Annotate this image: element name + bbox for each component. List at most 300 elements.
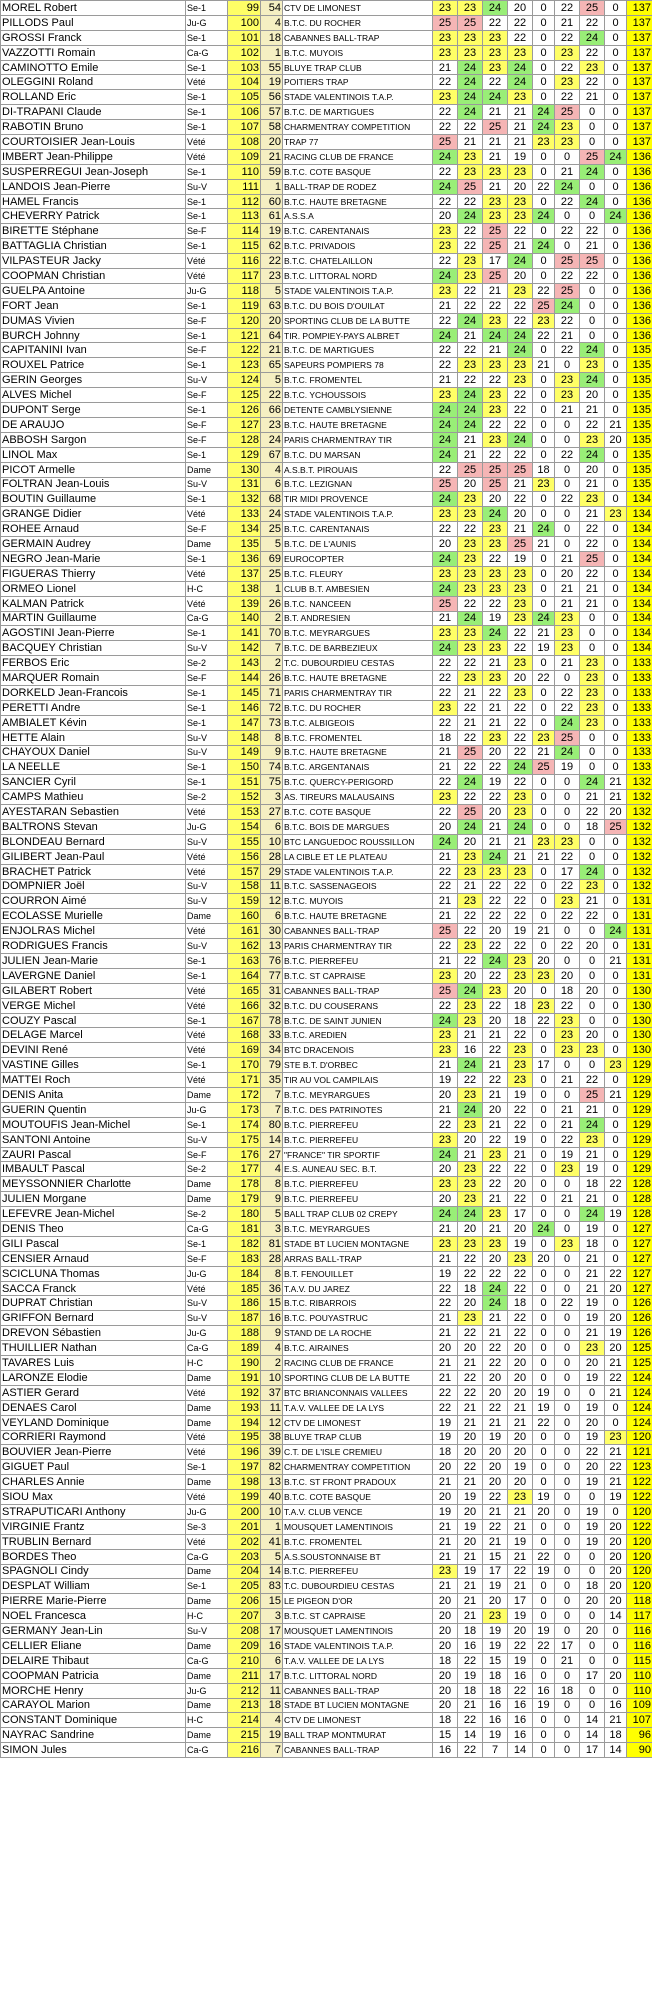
score-5: 0 xyxy=(533,1028,555,1043)
score-6: 22 xyxy=(555,849,580,864)
category: Dame xyxy=(186,1728,228,1743)
table-row xyxy=(1,298,652,313)
total: 127 xyxy=(627,1236,652,1251)
score-1: 23 xyxy=(433,224,458,239)
category-rank: 36 xyxy=(261,1281,283,1296)
score-1: 24 xyxy=(433,447,458,462)
score-8: 0 xyxy=(605,566,627,581)
score-8: 0 xyxy=(605,75,627,90)
score-8: 0 xyxy=(605,745,627,760)
category: Su-V xyxy=(186,641,228,656)
score-1: 22 xyxy=(433,1385,458,1400)
category-rank: 54 xyxy=(261,1,283,16)
score-1: 24 xyxy=(433,403,458,418)
score-5: 20 xyxy=(533,954,555,969)
score-7: 19 xyxy=(580,1534,605,1549)
score-3: 21 xyxy=(483,1192,508,1207)
category: Ju-G xyxy=(186,1102,228,1117)
score-4: 23 xyxy=(508,194,533,209)
score-3: 23 xyxy=(483,537,508,552)
category-rank: 4 xyxy=(261,1713,283,1728)
category-rank: 10 xyxy=(261,1370,283,1385)
category-rank: 67 xyxy=(261,447,283,462)
score-1: 24 xyxy=(433,1147,458,1162)
score-2: 23 xyxy=(458,358,483,373)
category-rank: 41 xyxy=(261,1534,283,1549)
shooter-name: MOUTOUFIS Jean-Michel xyxy=(1,1117,186,1132)
score-5: 0 xyxy=(533,417,555,432)
score-1: 20 xyxy=(433,1192,458,1207)
category-rank: 5 xyxy=(261,373,283,388)
total: 122 xyxy=(627,1519,652,1534)
score-1: 20 xyxy=(433,819,458,834)
score-6: 0 xyxy=(555,1460,580,1475)
shooter-name: COOPMAN Christian xyxy=(1,269,186,284)
score-6: 20 xyxy=(555,968,580,983)
score-3: 22 xyxy=(483,790,508,805)
score-3: 22 xyxy=(483,1341,508,1356)
rank: 131 xyxy=(228,477,261,492)
club: B.T.C. DU ROCHER xyxy=(283,700,433,715)
score-4: 22 xyxy=(508,1326,533,1341)
category-rank: 64 xyxy=(261,328,283,343)
score-5: 0 xyxy=(533,388,555,403)
shooter-name: CORRIERI Raymond xyxy=(1,1430,186,1445)
score-2: 22 xyxy=(458,1326,483,1341)
table-row xyxy=(1,1073,652,1088)
score-3: 22 xyxy=(483,1132,508,1147)
score-5: 0 xyxy=(533,447,555,462)
score-3: 23 xyxy=(483,864,508,879)
shooter-name: DOMPNIER Joël xyxy=(1,879,186,894)
score-3: 22 xyxy=(483,1400,508,1415)
score-5: 0 xyxy=(533,685,555,700)
total: 133 xyxy=(627,715,652,730)
score-6: 21 xyxy=(555,1192,580,1207)
score-3: 22 xyxy=(483,909,508,924)
score-3: 22 xyxy=(483,551,508,566)
club: BALL-TRAP DE RODEZ xyxy=(283,179,433,194)
score-8: 0 xyxy=(605,1683,627,1698)
category-rank: 35 xyxy=(261,1073,283,1088)
category: Vété xyxy=(186,75,228,90)
score-3: 22 xyxy=(483,939,508,954)
score-7: 25 xyxy=(580,149,605,164)
table-row xyxy=(1,730,652,745)
score-6: 0 xyxy=(555,1668,580,1683)
total: 132 xyxy=(627,805,652,820)
score-8: 22 xyxy=(605,1460,627,1475)
score-8: 20 xyxy=(605,1549,627,1564)
total: 136 xyxy=(627,239,652,254)
total: 134 xyxy=(627,566,652,581)
score-6: 0 xyxy=(555,1385,580,1400)
score-2: 22 xyxy=(458,120,483,135)
club: B.T.C. HAUTE BRETAGNE xyxy=(283,417,433,432)
score-1: 19 xyxy=(433,1430,458,1445)
category: Vété xyxy=(186,1445,228,1460)
score-2: 24 xyxy=(458,1207,483,1222)
category-rank: 11 xyxy=(261,1400,283,1415)
score-6: 23 xyxy=(555,641,580,656)
category: Se-1 xyxy=(186,968,228,983)
score-1: 24 xyxy=(433,417,458,432)
score-5: 0 xyxy=(533,775,555,790)
score-3: 21 xyxy=(483,834,508,849)
score-4: 17 xyxy=(508,1207,533,1222)
shooter-name: AMBIALET Kévin xyxy=(1,715,186,730)
category-rank: 83 xyxy=(261,1579,283,1594)
score-8: 0 xyxy=(605,164,627,179)
rank: 156 xyxy=(228,849,261,864)
score-7: 22 xyxy=(580,269,605,284)
category-rank: 31 xyxy=(261,983,283,998)
score-3: 23 xyxy=(483,313,508,328)
score-1: 23 xyxy=(433,30,458,45)
score-1: 22 xyxy=(433,75,458,90)
club: B.T.C. PRIVADOIS xyxy=(283,239,433,254)
category-rank: 7 xyxy=(261,1102,283,1117)
club: E.S. AUNEAU SEC. B.T. xyxy=(283,1162,433,1177)
category: Vété xyxy=(186,1043,228,1058)
score-2: 21 xyxy=(458,685,483,700)
shooter-name: THUILLIER Nathan xyxy=(1,1341,186,1356)
score-4: 22 xyxy=(508,1117,533,1132)
score-5: 23 xyxy=(533,968,555,983)
category-rank: 27 xyxy=(261,1147,283,1162)
club: A.S.SOUSTONNAISE BT xyxy=(283,1549,433,1564)
rank: 199 xyxy=(228,1490,261,1505)
shooter-name: ROUXEL Patrice xyxy=(1,358,186,373)
score-8: 20 xyxy=(605,1534,627,1549)
category-rank: 12 xyxy=(261,1415,283,1430)
score-2: 23 xyxy=(458,581,483,596)
score-6: 0 xyxy=(555,1370,580,1385)
club: B.T.C. DE SAINT JUNIEN xyxy=(283,1013,433,1028)
total: 132 xyxy=(627,819,652,834)
club: CABANNES BALL-TRAP xyxy=(283,30,433,45)
category: Ca-G xyxy=(186,45,228,60)
table-row xyxy=(1,1281,652,1296)
total: 133 xyxy=(627,745,652,760)
score-6: 21 xyxy=(555,164,580,179)
score-8: 0 xyxy=(605,254,627,269)
table-row xyxy=(1,968,652,983)
score-6: 21 xyxy=(555,581,580,596)
score-6: 24 xyxy=(555,179,580,194)
score-2: 22 xyxy=(458,1266,483,1281)
score-1: 20 xyxy=(433,1460,458,1475)
total: 134 xyxy=(627,537,652,552)
category: Vété xyxy=(186,566,228,581)
table-row xyxy=(1,1117,652,1132)
score-6: 22 xyxy=(555,1,580,16)
score-8: 21 xyxy=(605,1356,627,1371)
total: 122 xyxy=(627,1475,652,1490)
total: 134 xyxy=(627,626,652,641)
score-8: 0 xyxy=(605,700,627,715)
score-1: 21 xyxy=(433,1102,458,1117)
club: B.T.C. AREDIEN xyxy=(283,1028,433,1043)
table-row xyxy=(1,566,652,581)
score-7: 23 xyxy=(580,1132,605,1147)
score-3: 21 xyxy=(483,1311,508,1326)
score-7: 21 xyxy=(580,1251,605,1266)
score-6: 23 xyxy=(555,834,580,849)
score-1: 23 xyxy=(433,626,458,641)
category: Se-1 xyxy=(186,1236,228,1251)
club: POITIERS TRAP xyxy=(283,75,433,90)
table-row xyxy=(1,1236,652,1251)
score-8: 0 xyxy=(605,998,627,1013)
category: H-C xyxy=(186,1713,228,1728)
category: Dame xyxy=(186,1088,228,1103)
category: Se-1 xyxy=(186,30,228,45)
score-2: 24 xyxy=(458,90,483,105)
score-5: 0 xyxy=(533,373,555,388)
table-row xyxy=(1,15,652,30)
table-row xyxy=(1,1668,652,1683)
club: CTV DE LIMONEST xyxy=(283,1713,433,1728)
score-1: 22 xyxy=(433,254,458,269)
rank: 147 xyxy=(228,715,261,730)
category-rank: 32 xyxy=(261,998,283,1013)
category: Se-1 xyxy=(186,1,228,16)
category-rank: 39 xyxy=(261,1445,283,1460)
category-rank: 25 xyxy=(261,522,283,537)
shooter-name: DENIS Theo xyxy=(1,1222,186,1237)
total: 120 xyxy=(627,1504,652,1519)
table-row xyxy=(1,1460,652,1475)
shooter-name: ECOLASSE Murielle xyxy=(1,909,186,924)
category-rank: 40 xyxy=(261,1490,283,1505)
rank: 165 xyxy=(228,983,261,998)
shooter-name: RODRIGUES Francis xyxy=(1,939,186,954)
score-2: 25 xyxy=(458,462,483,477)
shooter-name: OLEGGINI Roland xyxy=(1,75,186,90)
club: B.T.C. CHATELAILLON xyxy=(283,254,433,269)
total: 131 xyxy=(627,909,652,924)
score-1: 22 xyxy=(433,1117,458,1132)
category-rank: 24 xyxy=(261,432,283,447)
score-3: 20 xyxy=(483,1475,508,1490)
score-2: 22 xyxy=(458,1460,483,1475)
score-5: 21 xyxy=(533,849,555,864)
rank: 190 xyxy=(228,1356,261,1371)
score-4: 23 xyxy=(508,45,533,60)
score-4: 16 xyxy=(508,1668,533,1683)
score-7: 21 xyxy=(580,790,605,805)
table-row xyxy=(1,1251,652,1266)
category: Vété xyxy=(186,1490,228,1505)
score-1: 22 xyxy=(433,1400,458,1415)
club: B.T.C. COTE BASQUE xyxy=(283,805,433,820)
score-2: 22 xyxy=(458,343,483,358)
total: 136 xyxy=(627,328,652,343)
score-6: 22 xyxy=(555,224,580,239)
rank: 119 xyxy=(228,298,261,313)
table-row xyxy=(1,45,652,60)
shooter-name: NEGRO Jean-Marie xyxy=(1,551,186,566)
total: 133 xyxy=(627,671,652,686)
club: B.T.C. HAUTE BRETAGNE xyxy=(283,194,433,209)
category: Se-1 xyxy=(186,954,228,969)
total: 136 xyxy=(627,164,652,179)
score-3: 21 xyxy=(483,179,508,194)
score-2: 20 xyxy=(458,1132,483,1147)
score-5: 22 xyxy=(533,179,555,194)
table-row xyxy=(1,507,652,522)
rank: 177 xyxy=(228,1162,261,1177)
total: 135 xyxy=(627,343,652,358)
shooter-name: DELAIRE Thibaut xyxy=(1,1653,186,1668)
total: 124 xyxy=(627,1370,652,1385)
score-4: 23 xyxy=(508,373,533,388)
score-7: 0 xyxy=(580,179,605,194)
score-5: 0 xyxy=(533,939,555,954)
score-3: 22 xyxy=(483,968,508,983)
table-row xyxy=(1,1102,652,1117)
category-rank: 55 xyxy=(261,60,283,75)
category-rank: 17 xyxy=(261,1624,283,1639)
category-rank: 9 xyxy=(261,1326,283,1341)
table-row xyxy=(1,1266,652,1281)
score-3: 21 xyxy=(483,343,508,358)
table-row xyxy=(1,1534,652,1549)
score-7: 0 xyxy=(580,730,605,745)
rank: 149 xyxy=(228,745,261,760)
category: Dame xyxy=(186,1698,228,1713)
score-2: 20 xyxy=(458,1534,483,1549)
rank: 207 xyxy=(228,1609,261,1624)
score-7: 0 xyxy=(580,1058,605,1073)
score-3: 22 xyxy=(483,447,508,462)
category-rank: 77 xyxy=(261,968,283,983)
shooter-name: BURCH Johnny xyxy=(1,328,186,343)
category-rank: 10 xyxy=(261,1504,283,1519)
total: 120 xyxy=(627,1534,652,1549)
score-8: 0 xyxy=(605,1162,627,1177)
shooter-name: SACCA Franck xyxy=(1,1281,186,1296)
score-1: 24 xyxy=(433,551,458,566)
score-4: 24 xyxy=(508,343,533,358)
score-4: 23 xyxy=(508,1073,533,1088)
score-6: 23 xyxy=(555,611,580,626)
total: 135 xyxy=(627,477,652,492)
table-row xyxy=(1,641,652,656)
score-4: 21 xyxy=(508,1415,533,1430)
total: 134 xyxy=(627,611,652,626)
score-3: 21 xyxy=(483,1326,508,1341)
score-3: 21 xyxy=(483,149,508,164)
club: BTC LANGUEDOC ROUSSILLON xyxy=(283,834,433,849)
score-3: 23 xyxy=(483,1207,508,1222)
score-2: 23 xyxy=(458,164,483,179)
category-rank: 28 xyxy=(261,849,283,864)
score-4: 25 xyxy=(508,462,533,477)
score-5: 0 xyxy=(533,1475,555,1490)
category-rank: 79 xyxy=(261,1058,283,1073)
score-7: 18 xyxy=(580,1177,605,1192)
score-3: 22 xyxy=(483,15,508,30)
shooter-name: SIMON Jules xyxy=(1,1743,186,1758)
score-3: 21 xyxy=(483,1222,508,1237)
score-3: 22 xyxy=(483,1073,508,1088)
shooter-name: LA NEELLE xyxy=(1,760,186,775)
club: CTV DE LIMONEST xyxy=(283,1,433,16)
rank: 154 xyxy=(228,819,261,834)
category: Se-1 xyxy=(186,492,228,507)
score-3: 25 xyxy=(483,120,508,135)
category: Se-1 xyxy=(186,1058,228,1073)
category-rank: 12 xyxy=(261,894,283,909)
score-7: 0 xyxy=(580,611,605,626)
category: Su-V xyxy=(186,373,228,388)
score-2: 23 xyxy=(458,1192,483,1207)
club: LA CIBLE ET LE PLATEAU xyxy=(283,849,433,864)
category-rank: 11 xyxy=(261,1683,283,1698)
score-6: 23 xyxy=(555,45,580,60)
total: 135 xyxy=(627,417,652,432)
score-1: 24 xyxy=(433,328,458,343)
score-8: 20 xyxy=(605,1579,627,1594)
category-rank: 1 xyxy=(261,1519,283,1534)
score-2: 22 xyxy=(458,1385,483,1400)
rank: 145 xyxy=(228,685,261,700)
score-5: 24 xyxy=(533,209,555,224)
score-8: 0 xyxy=(605,760,627,775)
score-5: 20 xyxy=(533,1504,555,1519)
score-4: 22 xyxy=(508,298,533,313)
score-6: 0 xyxy=(555,522,580,537)
score-4: 22 xyxy=(508,775,533,790)
score-8: 0 xyxy=(605,313,627,328)
table-row xyxy=(1,775,652,790)
score-4: 22 xyxy=(508,1162,533,1177)
table-row xyxy=(1,1013,652,1028)
score-5: 18 xyxy=(533,462,555,477)
total: 136 xyxy=(627,313,652,328)
score-1: 21 xyxy=(433,1370,458,1385)
category: Ju-G xyxy=(186,819,228,834)
score-6: 0 xyxy=(555,1564,580,1579)
score-6: 0 xyxy=(555,1579,580,1594)
rank: 170 xyxy=(228,1058,261,1073)
category-rank: 5 xyxy=(261,537,283,552)
rank: 136 xyxy=(228,551,261,566)
total: 118 xyxy=(627,1594,652,1609)
table-row xyxy=(1,90,652,105)
score-4: 22 xyxy=(508,1028,533,1043)
score-2: 20 xyxy=(458,1445,483,1460)
club: T.A.V. DU JAREZ xyxy=(283,1281,433,1296)
score-1: 18 xyxy=(433,1653,458,1668)
total: 136 xyxy=(627,269,652,284)
score-5: 19 xyxy=(533,1564,555,1579)
score-8: 21 xyxy=(605,1385,627,1400)
category: Vété xyxy=(186,596,228,611)
score-3: 22 xyxy=(483,1162,508,1177)
score-5: 0 xyxy=(533,164,555,179)
score-8: 0 xyxy=(605,849,627,864)
rank: 126 xyxy=(228,403,261,418)
score-5: 22 xyxy=(533,1549,555,1564)
club: TRAP 77 xyxy=(283,135,433,150)
score-7: 24 xyxy=(580,373,605,388)
category-rank: 18 xyxy=(261,1698,283,1713)
category-rank: 69 xyxy=(261,551,283,566)
score-4: 22 xyxy=(508,1638,533,1653)
